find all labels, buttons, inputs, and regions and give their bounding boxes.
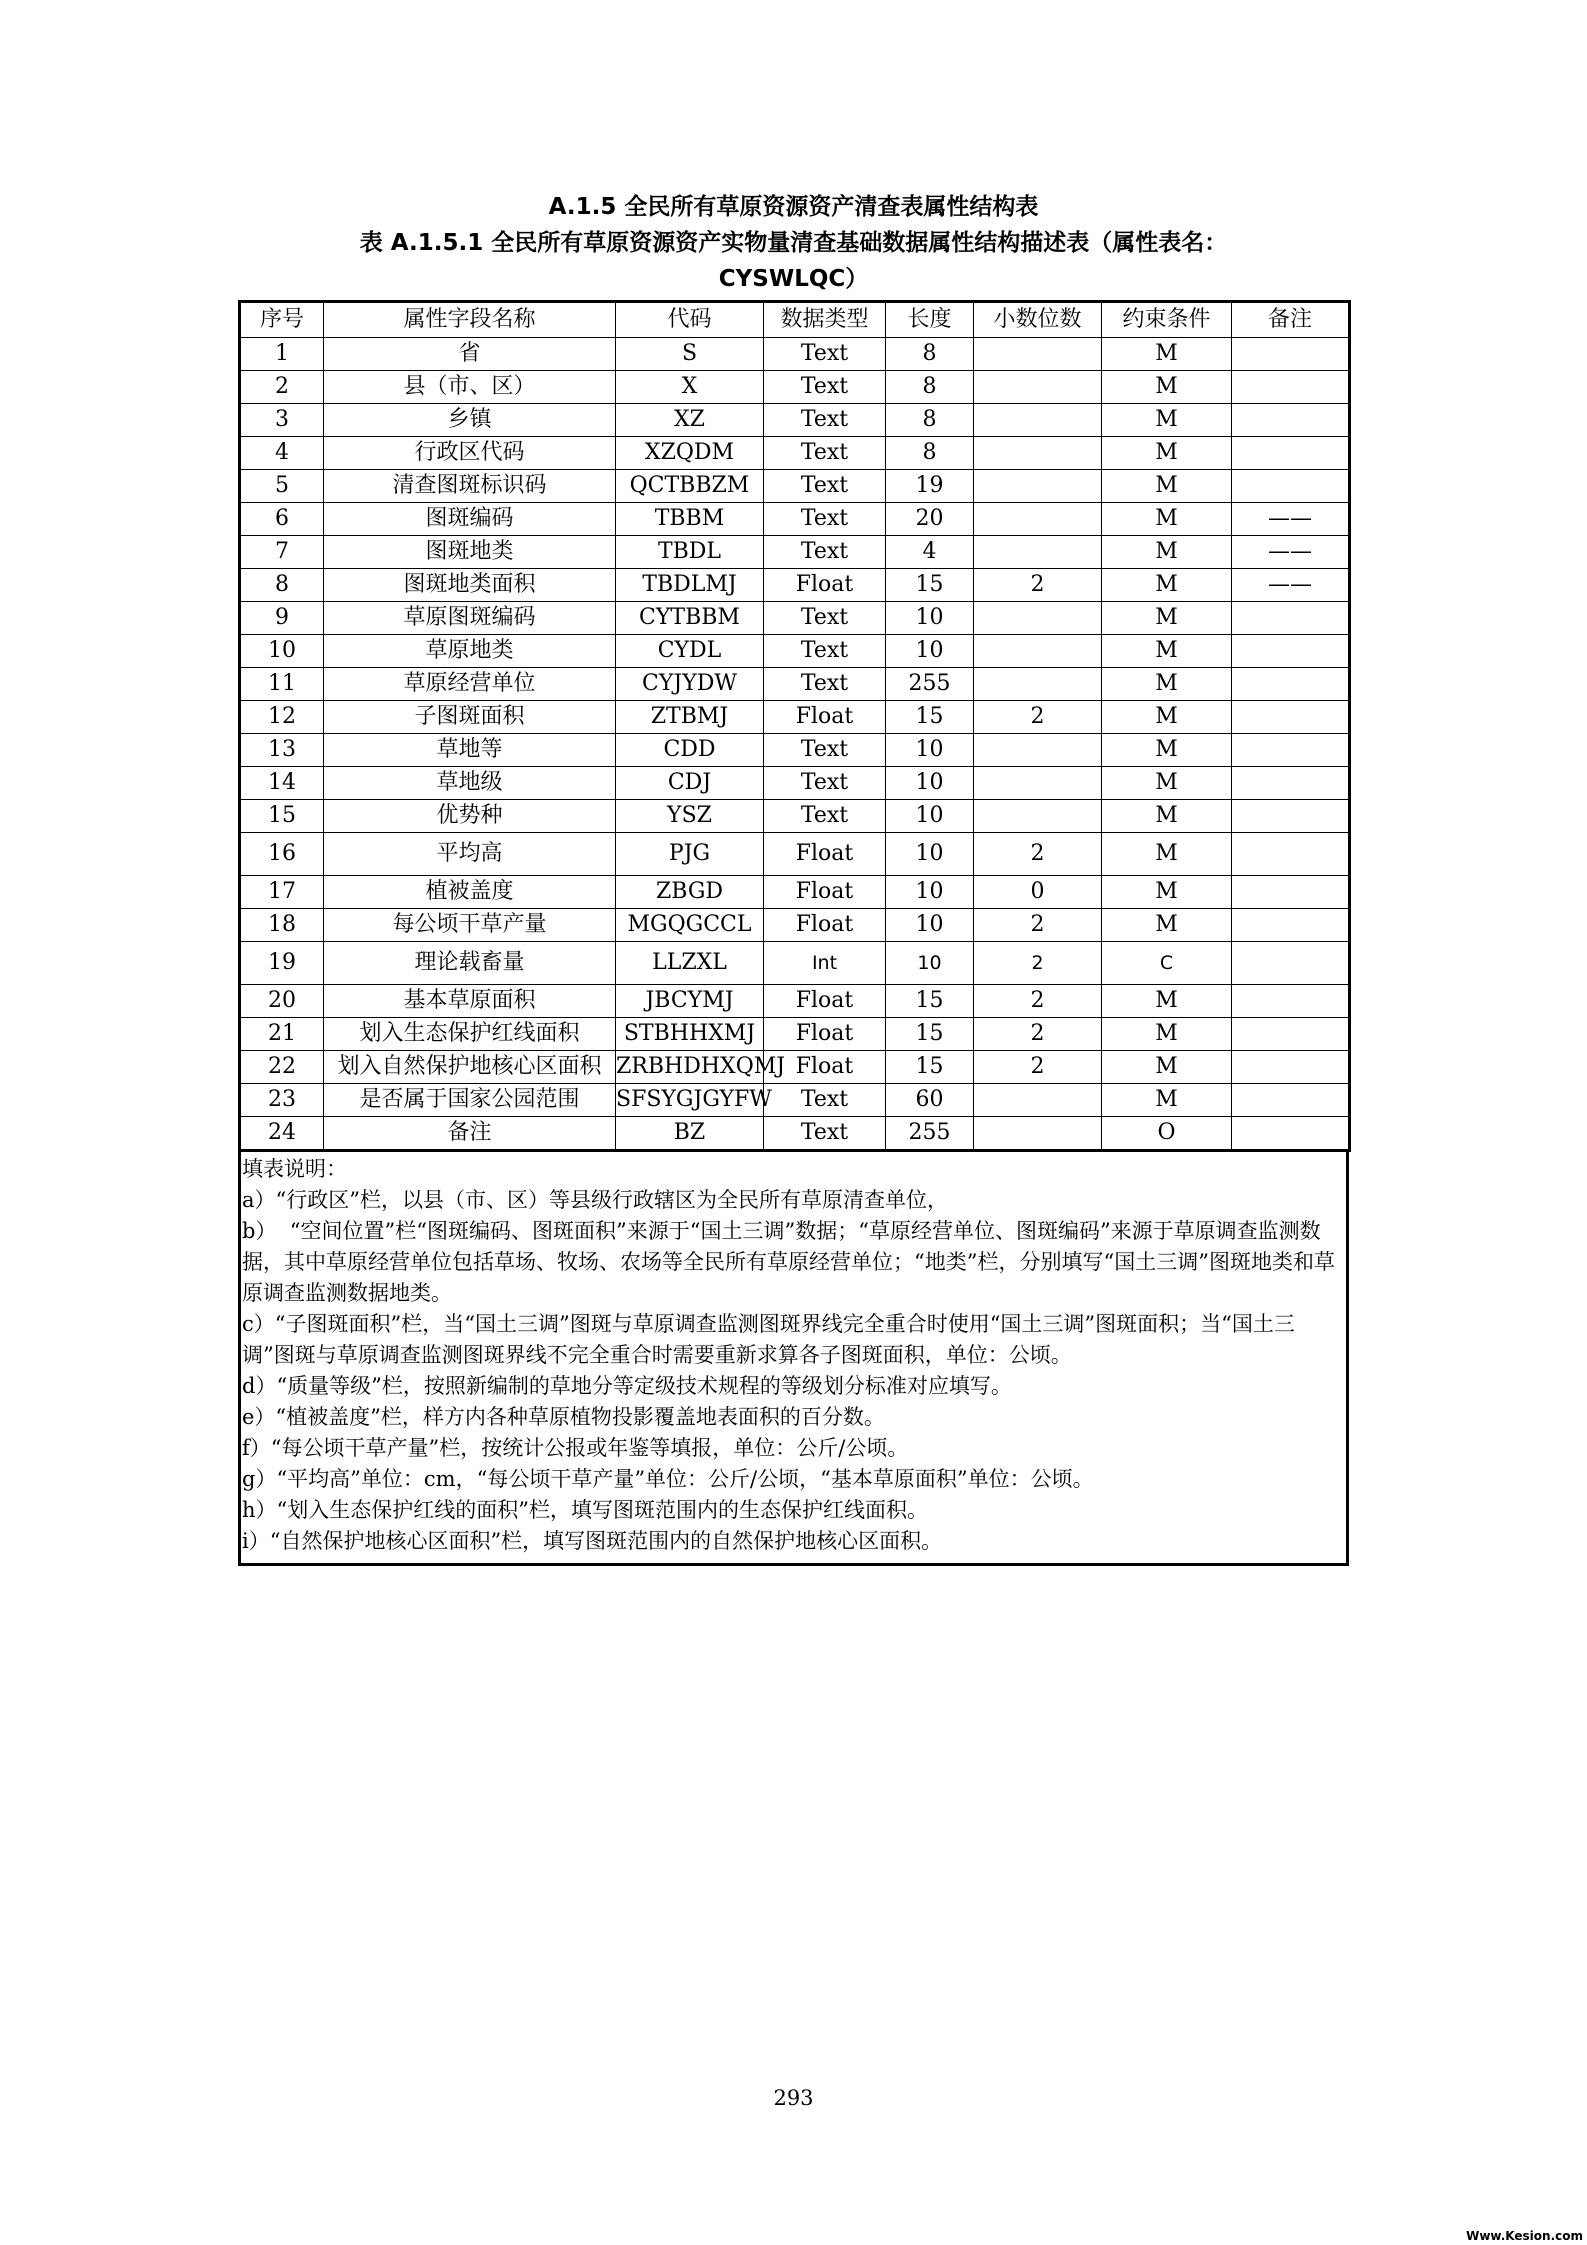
table-cell (1232, 767, 1350, 800)
table-cell: Text (764, 338, 886, 371)
table-row (240, 833, 1350, 876)
table-cell: 备注 (324, 1117, 616, 1151)
table-cell: 19 (886, 470, 974, 503)
table-cell: Text (764, 800, 886, 833)
table-cell: M (1102, 1018, 1232, 1051)
table-cell: 基本草原面积 (324, 985, 616, 1018)
table-cell (1232, 909, 1350, 942)
table-cell (974, 668, 1102, 701)
table-cell: 9 (240, 602, 324, 635)
header-cell: 约束条件 (1102, 302, 1232, 338)
table-cell: 22 (240, 1051, 324, 1084)
table-row (240, 404, 1350, 437)
table-cell: 草地级 (324, 767, 616, 800)
table-cell (1232, 1018, 1350, 1051)
table-cell: TBDL (616, 536, 764, 569)
table-cell: 19 (240, 942, 324, 985)
table-cell (974, 470, 1102, 503)
table-cell: S (616, 338, 764, 371)
table-cell: M (1102, 635, 1232, 668)
table-title-continued: CYSWLQC） (718, 266, 869, 292)
table-cell: 6 (240, 503, 324, 536)
header-cell: 数据类型 (764, 302, 886, 338)
table-cell: M (1102, 470, 1232, 503)
table-cell: C (1102, 942, 1232, 985)
table-cell: MGQGCCL (616, 909, 764, 942)
table-row (240, 909, 1350, 942)
table-cell: M (1102, 800, 1232, 833)
table-cell: 图斑地类 (324, 536, 616, 569)
note-line: e）“植被盖度”栏，样方内各种草原植物投影覆盖地表面积的百分数。 (242, 1405, 885, 1429)
table-cell: Text (764, 437, 886, 470)
table-cell (974, 536, 1102, 569)
table-cell: 11 (240, 668, 324, 701)
table-cell: 2 (974, 909, 1102, 942)
table-cell: 8 (886, 338, 974, 371)
table-cell: 2 (974, 833, 1102, 876)
table-cell: CYDL (616, 635, 764, 668)
table-cell: 2 (974, 942, 1102, 985)
table-cell: 2 (974, 1051, 1102, 1084)
table-cell: 1 (240, 338, 324, 371)
table-cell: 8 (886, 437, 974, 470)
note-line: a）“行政区”栏，以县（市、区）等县级行政辖区为全民所有草原清查单位， (242, 1188, 948, 1212)
table-cell: 15 (886, 1018, 974, 1051)
note-line: h）“划入生态保护红线的面积”栏，填写图斑范围内的生态保护红线面积。 (242, 1498, 928, 1522)
table-cell: Text (764, 602, 886, 635)
table-cell: LLZXL (616, 942, 764, 985)
table-cell: 21 (240, 1018, 324, 1051)
table-cell: 10 (886, 635, 974, 668)
header-cell: 备注 (1232, 302, 1350, 338)
header-cell: 序号 (240, 302, 324, 338)
table-cell: 10 (886, 833, 974, 876)
table-cell (1232, 833, 1350, 876)
table-cell: 7 (240, 536, 324, 569)
table-cell: 省 (324, 338, 616, 371)
table-cell (1232, 1117, 1350, 1151)
table-row (240, 800, 1350, 833)
table-cell: Text (764, 1084, 886, 1117)
table-cell: 图斑地类面积 (324, 569, 616, 602)
table-cell: 4 (886, 536, 974, 569)
table-row (240, 1051, 1350, 1084)
table-row (240, 942, 1350, 985)
note-line: c）“子图斑面积”栏，当“国土三调”图斑与草原调查监测图斑界线完全重合时使用“国土三调”图斑面积；当“国土三调”图斑与草原调查监测图斑界线不完全重合时需要重新求算各子图斑面积，单位：公顷。 (242, 1312, 1295, 1367)
table-cell (974, 1084, 1102, 1117)
header-cell: 属性字段名称 (324, 302, 616, 338)
section-title: A.1.5 全民所有草原资源资产清查表属性结构表 (548, 194, 1039, 220)
table-cell: M (1102, 437, 1232, 470)
header-cell: 小数位数 (974, 302, 1102, 338)
table-cell: 划入自然保护地核心区面积 (324, 1051, 616, 1084)
table-cell: M (1102, 404, 1232, 437)
table-cell: M (1102, 734, 1232, 767)
table-cell (974, 602, 1102, 635)
note-line: i）“自然保护地核心区面积”栏，填写图斑范围内的自然保护地核心区面积。 (242, 1529, 943, 1553)
table-cell (974, 371, 1102, 404)
table-cell: Text (764, 668, 886, 701)
attribute-table-container (238, 300, 1348, 1566)
table-row (240, 437, 1350, 470)
table-cell: ZTBMJ (616, 701, 764, 734)
table-cell: M (1102, 338, 1232, 371)
table-cell: M (1102, 569, 1232, 602)
table-cell: 是否属于国家公园范围 (324, 1084, 616, 1117)
table-cell: QCTBBZM (616, 470, 764, 503)
watermark: Www.Kesion.com (1466, 2229, 1583, 2243)
table-cell (1232, 437, 1350, 470)
table-cell: 8 (886, 404, 974, 437)
table-cell (974, 635, 1102, 668)
table-cell: Text (764, 767, 886, 800)
note-line: d）“质量等级”栏，按照新编制的草地分等定级技术规程的等级划分标准对应填写。 (242, 1374, 1012, 1398)
page-number: 293 (773, 2086, 814, 2110)
table-row (240, 668, 1350, 701)
table-cell: M (1102, 876, 1232, 909)
table-header-row (240, 302, 1350, 338)
table-cell: Float (764, 909, 886, 942)
table-row (240, 338, 1350, 371)
table-cell: X (616, 371, 764, 404)
table-cell: Text (764, 371, 886, 404)
table-cell (974, 338, 1102, 371)
table-cell: 图斑编码 (324, 503, 616, 536)
table-row (240, 767, 1350, 800)
table-row (240, 536, 1350, 569)
table-cell: Float (764, 701, 886, 734)
table-cell: 23 (240, 1084, 324, 1117)
table-cell: Text (764, 470, 886, 503)
table-cell (1232, 371, 1350, 404)
table-body (240, 338, 1350, 1151)
table-cell: PJG (616, 833, 764, 876)
table-cell: Text (764, 536, 886, 569)
table-row (240, 1084, 1350, 1117)
table-cell: 15 (240, 800, 324, 833)
table-cell: 2 (240, 371, 324, 404)
table-cell: CYJYDW (616, 668, 764, 701)
table-cell: CDD (616, 734, 764, 767)
table-cell: Text (764, 734, 886, 767)
table-cell (974, 734, 1102, 767)
table-cell: 县（市、区） (324, 371, 616, 404)
table-cell: 8 (240, 569, 324, 602)
table-row (240, 876, 1350, 909)
table-cell (1232, 404, 1350, 437)
table-cell: 16 (240, 833, 324, 876)
table-cell (1232, 876, 1350, 909)
table-cell: 草原图斑编码 (324, 602, 616, 635)
table-cell (1232, 942, 1350, 985)
table-cell: 10 (886, 800, 974, 833)
table-cell: 每公顷干草产量 (324, 909, 616, 942)
table-cell: M (1102, 909, 1232, 942)
table-cell: 20 (240, 985, 324, 1018)
table-cell: YSZ (616, 800, 764, 833)
table-cell: 5 (240, 470, 324, 503)
table-cell: 20 (886, 503, 974, 536)
table-cell: 10 (240, 635, 324, 668)
table-cell (974, 404, 1102, 437)
table-row (240, 569, 1350, 602)
table-cell: 优势种 (324, 800, 616, 833)
table-cell: M (1102, 767, 1232, 800)
header-cell: 长度 (886, 302, 974, 338)
table-cell: Float (764, 833, 886, 876)
table-row (240, 635, 1350, 668)
table-cell (974, 437, 1102, 470)
table-cell: Int (764, 942, 886, 985)
table-row (240, 734, 1350, 767)
table-cell: 14 (240, 767, 324, 800)
table-cell: 17 (240, 876, 324, 909)
table-cell (1232, 734, 1350, 767)
table-cell: TBDLMJ (616, 569, 764, 602)
table-cell: Text (764, 503, 886, 536)
table-cell: 12 (240, 701, 324, 734)
table-cell: ZBGD (616, 876, 764, 909)
table-cell (974, 767, 1102, 800)
table-cell: Float (764, 1018, 886, 1051)
table-cell: M (1102, 536, 1232, 569)
table-cell: M (1102, 503, 1232, 536)
table-cell: XZQDM (616, 437, 764, 470)
table-cell (1232, 470, 1350, 503)
table-cell (1232, 701, 1350, 734)
table-cell: —— (1232, 536, 1350, 569)
table-cell: M (1102, 833, 1232, 876)
table-cell: 10 (886, 876, 974, 909)
table-cell: 清查图斑标识码 (324, 470, 616, 503)
table-cell: 10 (886, 942, 974, 985)
table-row (240, 371, 1350, 404)
table-row (240, 602, 1350, 635)
table-cell: 255 (886, 668, 974, 701)
table-cell: Float (764, 569, 886, 602)
table-cell: BZ (616, 1117, 764, 1151)
note-line: g）“平均高”单位：cm，“每公顷干草产量”单位：公斤/公顷，“基本草原面积”单位：公顷。 (242, 1467, 1094, 1491)
table-cell: —— (1232, 503, 1350, 536)
table-cell: M (1102, 371, 1232, 404)
table-cell (1232, 985, 1350, 1018)
table-cell: 8 (886, 371, 974, 404)
table-row (240, 1117, 1350, 1151)
table-cell: CDJ (616, 767, 764, 800)
table-cell (1232, 800, 1350, 833)
table-cell: Text (764, 1117, 886, 1151)
table-cell: 0 (974, 876, 1102, 909)
table-cell: 10 (886, 602, 974, 635)
table-cell: M (1102, 985, 1232, 1018)
table-cell: 子图斑面积 (324, 701, 616, 734)
table-cell: 草地等 (324, 734, 616, 767)
table-row (240, 701, 1350, 734)
table-cell: 2 (974, 985, 1102, 1018)
table-cell: O (1102, 1117, 1232, 1151)
note-line: 填表说明： (242, 1157, 347, 1181)
table-cell: 理论载畜量 (324, 942, 616, 985)
table-cell: 4 (240, 437, 324, 470)
table-cell: JBCYMJ (616, 985, 764, 1018)
note-line: b） “空间位置”栏“图斑编码、图斑面积”来源于“国土三调”数据；“草原经营单位、图斑编码”来源于草原调查监测数据，其中草原经营单位包括草场、牧场、农场等全民所有草原经营单位；“地类”栏，分别填写“国土三调”图斑地类和草原调查监测数据地类。 (242, 1219, 1335, 1305)
table-cell: 乡镇 (324, 404, 616, 437)
table-cell (1232, 1051, 1350, 1084)
table-cell (974, 503, 1102, 536)
attribute-structure-table (238, 300, 1351, 1152)
table-cell: 2 (974, 1018, 1102, 1051)
table-cell: SFSYGJGYFW (616, 1084, 764, 1117)
table-cell: M (1102, 602, 1232, 635)
table-cell (1232, 1084, 1350, 1117)
table-cell: Text (764, 635, 886, 668)
table-title: 表 A.1.5.1 全民所有草原资源资产实物量清查基础数据属性结构描述表（属性表名： (359, 230, 1228, 256)
table-cell: M (1102, 701, 1232, 734)
table-cell: 草原地类 (324, 635, 616, 668)
table-cell (1232, 338, 1350, 371)
table-cell: 10 (886, 909, 974, 942)
table-cell: 10 (886, 767, 974, 800)
table-cell (1232, 602, 1350, 635)
table-cell: XZ (616, 404, 764, 437)
table-cell: ZRBHDHXQMJ (616, 1051, 764, 1084)
table-cell: 2 (974, 701, 1102, 734)
table-cell: 植被盖度 (324, 876, 616, 909)
table-cell: M (1102, 1051, 1232, 1084)
table-cell: 15 (886, 701, 974, 734)
table-cell: 15 (886, 985, 974, 1018)
table-cell: 60 (886, 1084, 974, 1117)
table-cell: 草原经营单位 (324, 668, 616, 701)
table-cell: Float (764, 876, 886, 909)
table-row (240, 470, 1350, 503)
table-cell: 255 (886, 1117, 974, 1151)
table-row (240, 503, 1350, 536)
table-cell (1232, 635, 1350, 668)
header-cell: 代码 (616, 302, 764, 338)
table-cell: Float (764, 985, 886, 1018)
table-cell: 3 (240, 404, 324, 437)
table-cell: CYTBBM (616, 602, 764, 635)
table-cell: 行政区代码 (324, 437, 616, 470)
table-row (240, 985, 1350, 1018)
table-cell: 18 (240, 909, 324, 942)
table-cell (1232, 668, 1350, 701)
table-cell: 15 (886, 569, 974, 602)
table-cell: Text (764, 404, 886, 437)
table-cell: 2 (974, 569, 1102, 602)
filling-instructions (238, 1152, 1349, 1566)
table-cell: Float (764, 1051, 886, 1084)
table-cell: 10 (886, 734, 974, 767)
table-cell: 划入生态保护红线面积 (324, 1018, 616, 1051)
table-cell (974, 800, 1102, 833)
table-cell: —— (1232, 569, 1350, 602)
table-cell: M (1102, 668, 1232, 701)
table-cell: M (1102, 1084, 1232, 1117)
note-line: f）“每公顷干草产量”栏，按统计公报或年鉴等填报，单位：公斤/公顷。 (242, 1436, 909, 1460)
table-cell (974, 1117, 1102, 1151)
table-cell: 平均高 (324, 833, 616, 876)
table-cell: 24 (240, 1117, 324, 1151)
table-cell: 15 (886, 1051, 974, 1084)
table-cell: 13 (240, 734, 324, 767)
table-cell: STBHHXMJ (616, 1018, 764, 1051)
table-cell: TBBM (616, 503, 764, 536)
table-row (240, 1018, 1350, 1051)
